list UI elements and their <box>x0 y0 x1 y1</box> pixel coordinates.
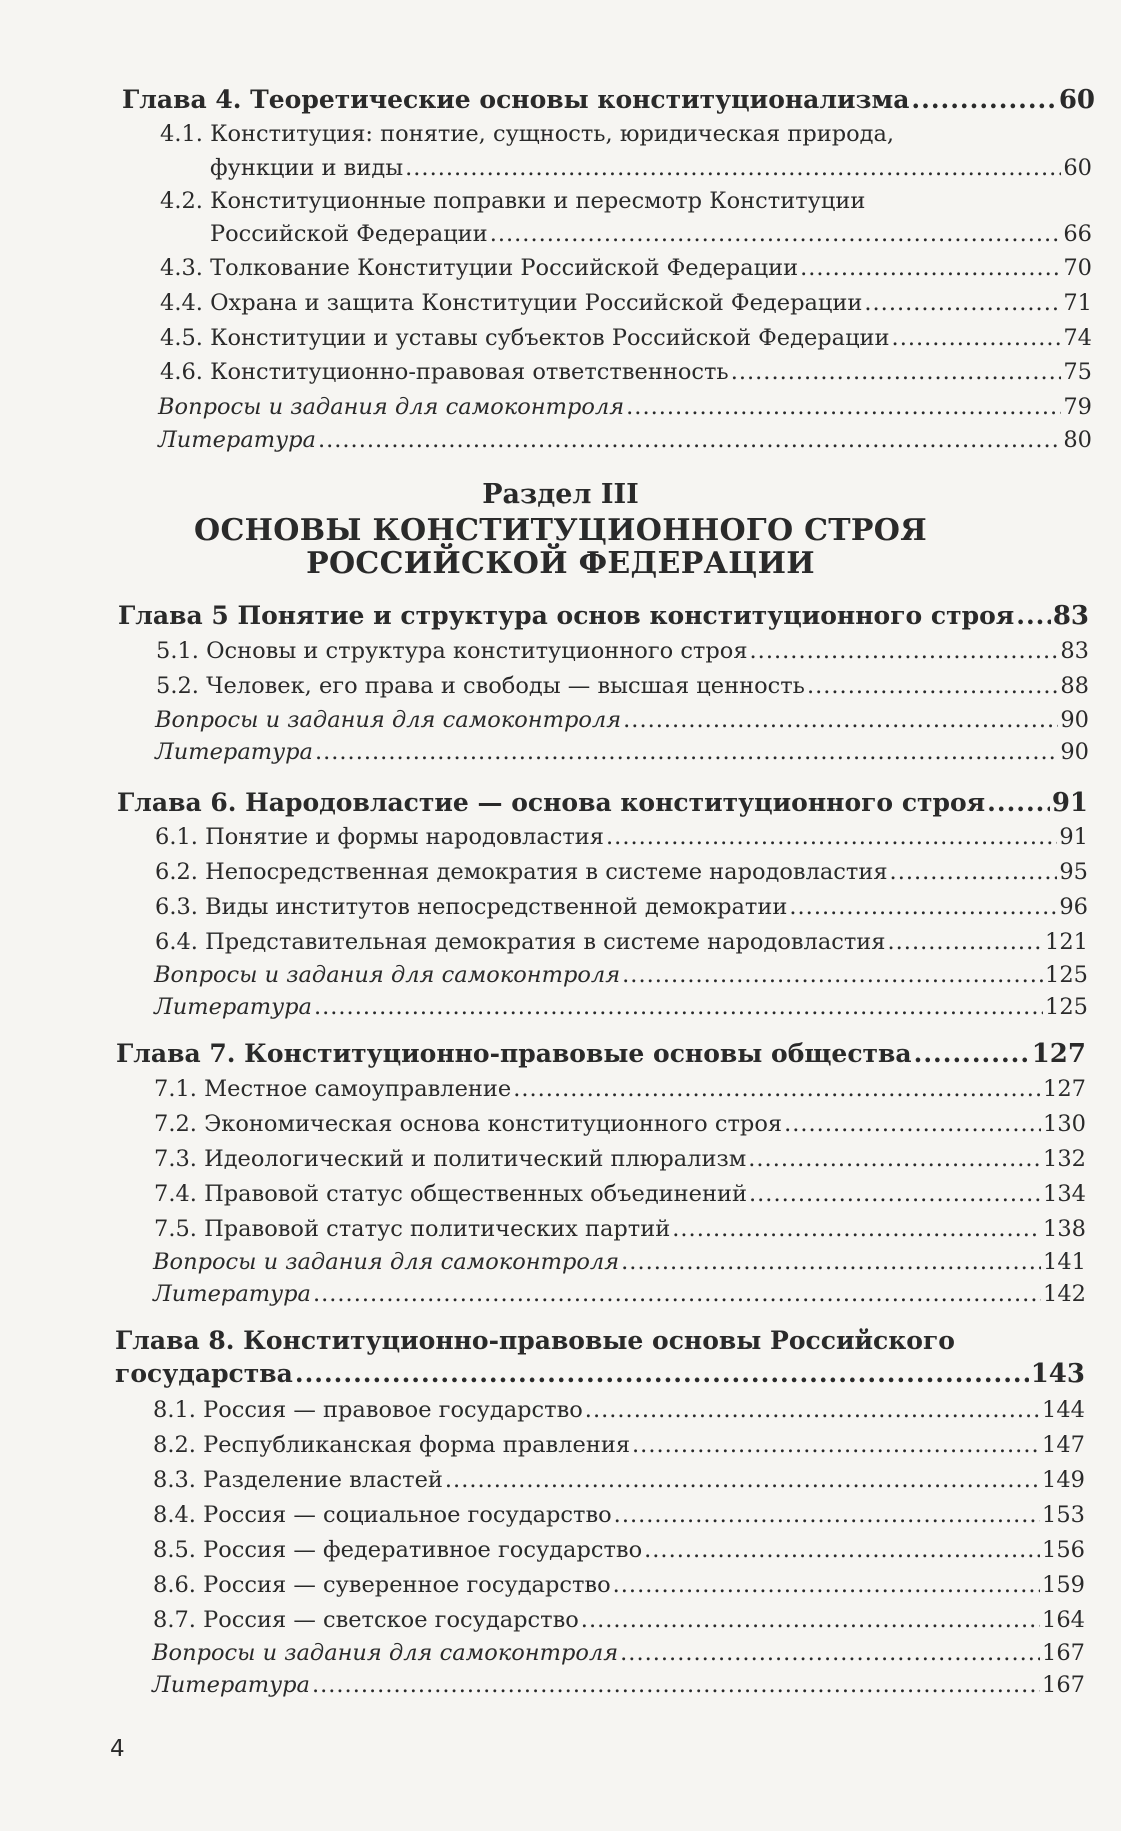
toc-page: 80 <box>1063 427 1092 453</box>
toc-section-6-2[interactable] <box>155 858 1088 886</box>
toc-page: 134 <box>1043 1181 1086 1207</box>
toc-title: Литература <box>158 427 316 453</box>
toc-page: 132 <box>1043 1146 1086 1172</box>
toc-literature-8[interactable] <box>152 1671 1085 1699</box>
leader-dots <box>800 254 1061 282</box>
toc-section-4-4[interactable] <box>160 289 1092 317</box>
toc-page: 60 <box>1058 85 1095 115</box>
toc-title: Вопросы и задания для самоконтроля <box>152 1640 619 1666</box>
toc-title: 5.2. Человек, его права и свободы — высшая ценность <box>156 673 805 699</box>
toc-section-7-1[interactable] <box>154 1075 1086 1103</box>
toc-page: 95 <box>1059 859 1088 885</box>
toc-literature-4[interactable] <box>158 426 1092 454</box>
toc-title: 8.7. Россия — светское государство <box>153 1607 579 1633</box>
leader-dots <box>315 738 1058 766</box>
toc-page: 143 <box>1030 1359 1085 1389</box>
toc-title: 7.1. Местное самоуправление <box>154 1076 512 1102</box>
toc-page: 60 <box>1063 155 1092 181</box>
toc-title: Российской Федерации <box>210 221 488 247</box>
leader-dots <box>748 1145 1041 1173</box>
toc-literature-5[interactable] <box>155 738 1089 766</box>
page-number: 4 <box>110 1736 125 1762</box>
toc-questions-5[interactable] <box>155 706 1089 734</box>
toc-section-8-7[interactable] <box>153 1606 1085 1634</box>
toc-title: 7.4. Правовой статус общественных объединений <box>154 1181 747 1207</box>
leader-dots <box>892 324 1062 352</box>
toc-page: 141 <box>1043 1249 1086 1275</box>
toc-chapter-8[interactable] <box>115 1360 1085 1388</box>
toc-page: 156 <box>1042 1537 1085 1563</box>
toc-page: 167 <box>1042 1640 1085 1666</box>
leader-dots <box>914 1040 1030 1068</box>
leader-dots <box>890 858 1058 886</box>
toc-literature-6[interactable] <box>154 993 1088 1021</box>
leader-dots <box>513 1075 1041 1103</box>
toc-page: 83 <box>1060 638 1089 664</box>
leader-dots <box>585 1396 1040 1424</box>
toc-page: 88 <box>1060 673 1089 699</box>
toc-section-6-1[interactable] <box>155 823 1088 851</box>
leader-dots <box>312 1671 1040 1699</box>
toc-page: 147 <box>1042 1432 1085 1458</box>
toc-page: 91 <box>1059 824 1088 850</box>
toc-section-7-5[interactable] <box>154 1215 1086 1243</box>
leader-dots <box>621 1248 1041 1276</box>
leader-dots <box>807 672 1058 700</box>
toc-section-8-5[interactable] <box>153 1536 1085 1564</box>
leader-dots <box>1016 602 1051 630</box>
toc-title: Литература <box>154 994 312 1020</box>
leader-dots <box>632 1431 1040 1459</box>
toc-title: Литература <box>153 1281 311 1307</box>
toc-section-4-5[interactable] <box>160 324 1092 352</box>
toc-questions-8[interactable] <box>152 1639 1085 1667</box>
section-title-line1: ОСНОВЫ КОНСТИТУЦИОННОГО СТРОЯ <box>194 513 927 548</box>
toc-page: 167 <box>1042 1672 1085 1698</box>
toc-section-5-1[interactable] <box>156 637 1089 665</box>
leader-dots <box>789 893 1057 921</box>
toc-page: 96 <box>1059 894 1088 920</box>
leader-dots <box>672 1215 1041 1243</box>
toc-questions-4[interactable] <box>158 393 1092 421</box>
leader-dots <box>784 1110 1041 1138</box>
toc-chapter-8-line1[interactable]: Глава 8. Конституционно-правовые основы Российского <box>115 1326 955 1355</box>
toc-section-4-1-line1[interactable]: 4.1. Конституция: понятие, сущность, юридическая природа, <box>160 121 895 147</box>
leader-dots <box>750 637 1059 665</box>
toc-title: 7.2. Экономическая основа конституционного строя <box>154 1111 783 1137</box>
toc-section-6-4[interactable] <box>155 928 1088 956</box>
toc-section-7-4[interactable] <box>154 1180 1086 1208</box>
toc-title: 4.3. Толкование Конституции Российской Федерации <box>160 255 799 281</box>
toc-section-8-3[interactable] <box>153 1466 1085 1494</box>
toc-title: Вопросы и задания для самоконтроля <box>154 962 621 988</box>
leader-dots <box>613 1571 1040 1599</box>
toc-title: 4.5. Конституции и уставы субъектов Российской Федерации <box>160 325 890 351</box>
toc-questions-6[interactable] <box>154 961 1088 989</box>
toc-page: 121 <box>1045 929 1088 955</box>
toc-page: 83 <box>1052 601 1089 631</box>
toc-page: 142 <box>1043 1281 1086 1307</box>
toc-title: 8.3. Разделение властей <box>153 1467 443 1493</box>
toc-page: 91 <box>1051 788 1088 818</box>
leader-dots <box>731 358 1062 386</box>
toc-page: 66 <box>1063 221 1092 247</box>
leader-dots <box>623 706 1058 734</box>
toc-section-7-2[interactable] <box>154 1110 1086 1138</box>
toc-title: 8.2. Республиканская форма правления <box>153 1432 631 1458</box>
toc-title: 8.6. Россия — суверенное государство <box>153 1572 611 1598</box>
toc-title: Глава 7. Конституционно-правовые основы общества <box>116 1039 912 1068</box>
toc-title: Вопросы и задания для самоконтроля <box>158 394 625 420</box>
toc-chapter-7[interactable] <box>116 1040 1086 1068</box>
leader-dots <box>622 961 1043 989</box>
leader-dots <box>887 928 1043 956</box>
toc-page: 127 <box>1031 1039 1086 1069</box>
toc-title: Глава 5 Понятие и структура основ конституционного строя <box>118 601 1015 630</box>
toc-section-4-3[interactable] <box>160 254 1092 282</box>
leader-dots <box>614 1501 1040 1529</box>
leader-dots <box>295 1360 1029 1388</box>
section-title-line2: РОССИЙСКОЙ ФЕДЕРАЦИИ <box>306 546 815 581</box>
toc-page: 90 <box>1060 739 1089 765</box>
leader-dots <box>620 1639 1040 1667</box>
leader-dots <box>864 289 1061 317</box>
toc-title: Вопросы и задания для самоконтроля <box>155 707 622 733</box>
toc-section-4-2[interactable] <box>210 220 1092 248</box>
toc-page: 125 <box>1045 994 1088 1020</box>
leader-dots <box>644 1536 1040 1564</box>
toc-page: 159 <box>1042 1572 1085 1598</box>
toc-page: 164 <box>1042 1607 1085 1633</box>
toc-title: Литература <box>155 739 313 765</box>
leader-dots <box>318 426 1061 454</box>
toc-section-4-6[interactable] <box>160 358 1092 386</box>
toc-page: 125 <box>1045 962 1088 988</box>
toc-page: 79 <box>1063 394 1092 420</box>
toc-title: 4.4. Охрана и защита Конституции Российской Федерации <box>160 290 863 316</box>
toc-section-8-6[interactable] <box>153 1571 1085 1599</box>
toc-title: 7.3. Идеологический и политический плюрализм <box>154 1146 747 1172</box>
toc-title: Вопросы и задания для самоконтроля <box>153 1249 620 1275</box>
toc-title: 8.4. Россия — социальное государство <box>153 1502 612 1528</box>
toc-title: Литература <box>152 1672 310 1698</box>
toc-section-5-2[interactable] <box>156 672 1089 700</box>
toc-chapter-6[interactable] <box>117 789 1088 817</box>
toc-page: 130 <box>1043 1111 1086 1137</box>
toc-title: 5.1. Основы и структура конституционного строя <box>156 638 748 664</box>
toc-title: государства <box>115 1359 293 1388</box>
leader-dots <box>911 86 1056 114</box>
toc-chapter-5[interactable] <box>118 602 1089 630</box>
toc-questions-7[interactable] <box>153 1248 1086 1276</box>
toc-title: 8.5. Россия — федеративное государство <box>153 1537 643 1563</box>
toc-page: 75 <box>1063 359 1092 385</box>
toc-literature-7[interactable] <box>153 1280 1086 1308</box>
toc-title: 7.5. Правовой статус политических партий <box>154 1216 671 1242</box>
toc-section-8-4[interactable] <box>153 1501 1085 1529</box>
toc-title: 4.6. Конституционно-правовая ответственность <box>160 359 729 385</box>
leader-dots <box>987 789 1050 817</box>
section-label: Раздел III <box>482 479 639 510</box>
toc-page: 144 <box>1042 1397 1085 1423</box>
toc-title: 8.1. Россия — правовое государство <box>153 1397 583 1423</box>
toc-section-8-2[interactable] <box>153 1431 1085 1459</box>
leader-dots <box>749 1180 1041 1208</box>
leader-dots <box>313 1280 1041 1308</box>
leader-dots <box>626 393 1061 421</box>
toc-section-8-1[interactable] <box>153 1396 1085 1424</box>
toc-page: 138 <box>1043 1216 1086 1242</box>
toc-title: 6.3. Виды институтов непосредственной демократии <box>155 894 788 920</box>
toc-title: 6.4. Представительная демократия в системе народовластия <box>155 929 886 955</box>
toc-title: Глава 6. Народовластие — основа конституционного строя <box>117 788 986 817</box>
toc-page: 74 <box>1063 325 1092 351</box>
toc-section-7-3[interactable] <box>154 1145 1086 1173</box>
toc-page: 71 <box>1063 290 1092 316</box>
leader-dots <box>445 1466 1040 1494</box>
toc-section-4-2-line1[interactable]: 4.2. Конституционные поправки и пересмотр Конституции <box>160 188 866 214</box>
leader-dots <box>314 993 1043 1021</box>
leader-dots <box>606 823 1057 851</box>
toc-title: функции и виды <box>210 155 404 181</box>
toc-section-6-3[interactable] <box>155 893 1088 921</box>
leader-dots <box>490 220 1062 248</box>
leader-dots <box>581 1606 1040 1634</box>
toc-title: 6.1. Понятие и формы народовластия <box>155 824 605 850</box>
toc-page: 153 <box>1042 1502 1085 1528</box>
toc-page: 70 <box>1063 255 1092 281</box>
toc-title: Глава 4. Теоретические основы конституционализма <box>122 85 910 114</box>
toc-page: 149 <box>1042 1467 1085 1493</box>
toc-title: 6.2. Непосредственная демократия в системе народовластия <box>155 859 888 885</box>
leader-dots <box>405 154 1061 182</box>
toc-page: 90 <box>1060 707 1089 733</box>
toc-page: 127 <box>1043 1076 1086 1102</box>
toc-chapter-4[interactable] <box>122 86 1095 114</box>
toc-section-4-1[interactable] <box>210 154 1092 182</box>
